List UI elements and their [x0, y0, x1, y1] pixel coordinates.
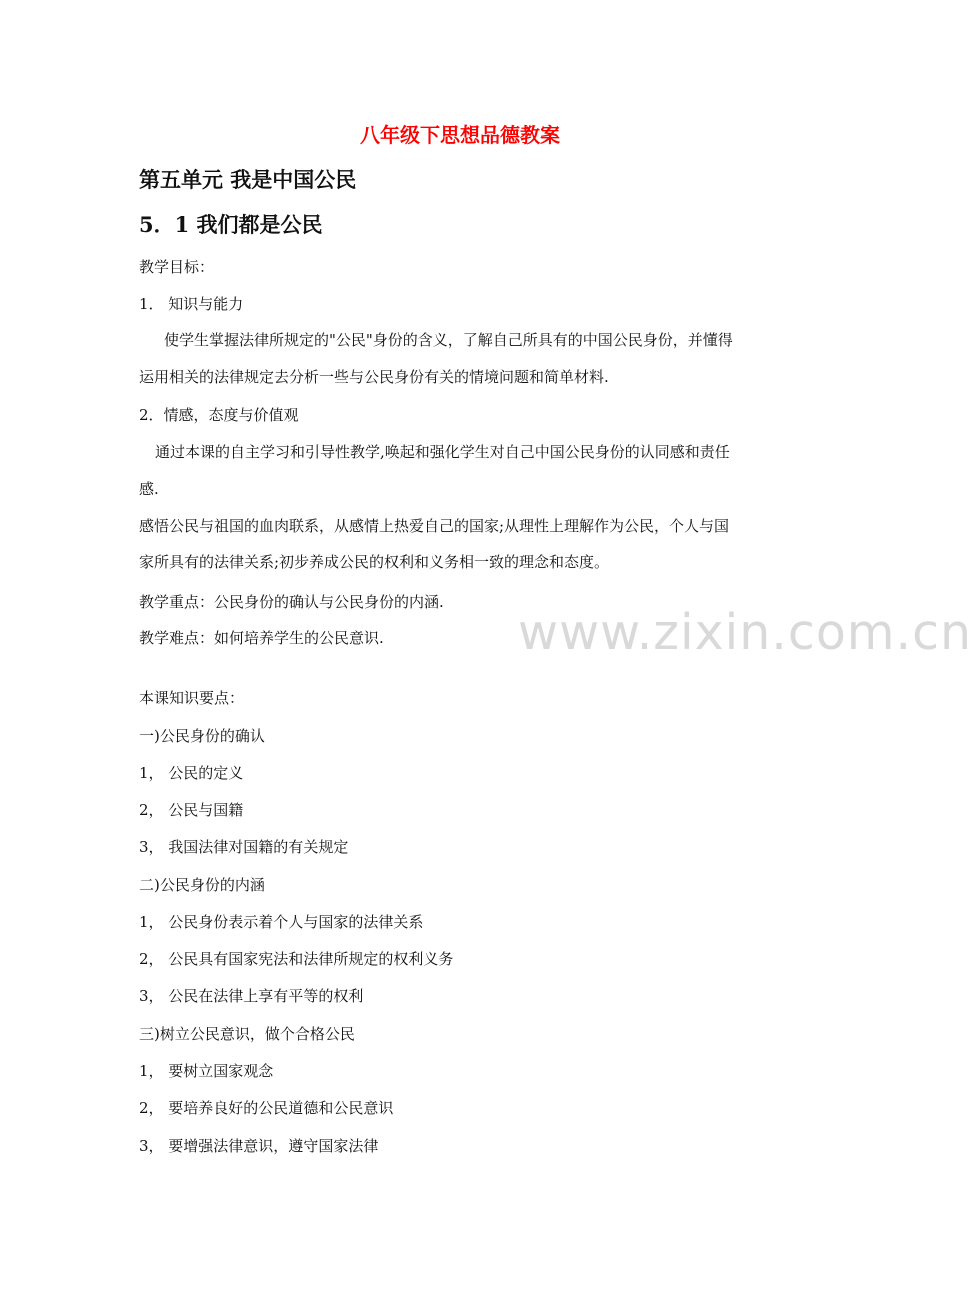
list-item: 1， 公民身份表示着个人与国家的法律关系 [139, 913, 424, 931]
goal2-text2-line1: 感悟公民与祖国的血肉联系，从感情上热爱自己的国家;从理性上理解作为公民，个人与国 [139, 517, 730, 535]
list-item: 2， 公民与国籍 [139, 801, 244, 819]
goal2-heading: 2．情感，态度与价值观 [139, 406, 299, 424]
section-heading: 二)公民身份的内涵 [139, 876, 265, 894]
watermark: www.zixin.com.cn [518, 604, 972, 661]
section-heading: 一)公民身份的确认 [139, 727, 265, 745]
list-item: 2， 要培养良好的公民道德和公民意识 [139, 1099, 394, 1117]
list-item: 1， 要树立国家观念 [139, 1062, 274, 1080]
list-item: 3， 我国法律对国籍的有关规定 [139, 838, 349, 856]
goal1-text-line1: 使学生掌握法律所规定的"公民"身份的含义，了解自己所具有的中国公民身份，并懂得 [164, 331, 733, 349]
key-point: 教学重点：公民身份的确认与公民身份的内涵. [139, 593, 444, 611]
knowledge-label: 本课知识要点： [139, 689, 245, 707]
list-item: 2， 公民具有国家宪法和法律所规定的权利义务 [139, 950, 454, 968]
teaching-goals-label: 教学目标： [139, 258, 215, 276]
goal1-text-line2: 运用相关的法律规定去分析一些与公民身份有关的情境问题和简单材料. [139, 368, 609, 386]
goal2-text2-line2: 家所具有的法律关系;初步养成公民的权利和义务相一致的理念和态度。 [139, 553, 610, 571]
list-item: 3， 公民在法律上享有平等的权利 [139, 987, 364, 1005]
goal2-text-line2: 感. [139, 480, 159, 498]
difficult-point: 教学难点：如何培养学生的公民意识. [139, 629, 384, 647]
unit-heading: 第五单元 我是中国公民 [139, 167, 357, 192]
lesson-heading: 5．1 我们都是公民 [139, 212, 323, 237]
goal2-text-line1: 通过本课的自主学习和引导性教学,唤起和强化学生对自己中国公民身份的认同感和责任 [155, 443, 730, 461]
document-title: 八年级下思想品德教案 [360, 123, 560, 147]
list-item: 1， 公民的定义 [139, 764, 244, 782]
goal1-heading: 1． 知识与能力 [139, 295, 244, 313]
section-heading: 三)树立公民意识，做个合格公民 [139, 1025, 355, 1043]
list-item: 3， 要增强法律意识，遵守国家法律 [139, 1137, 379, 1155]
